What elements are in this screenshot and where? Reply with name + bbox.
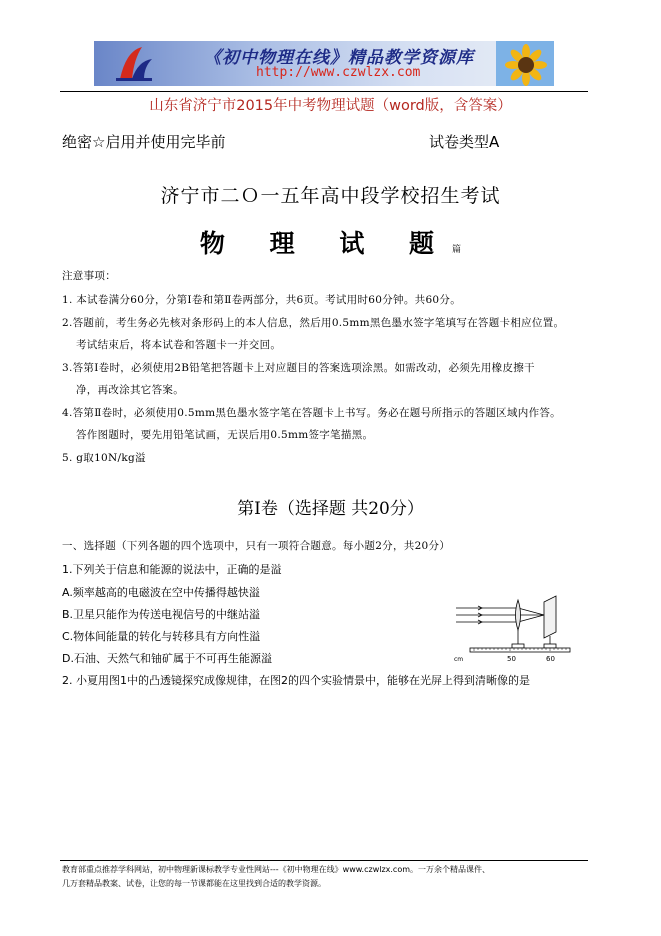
banner-title: 《初中物理在线》精品教学资源库 xyxy=(204,48,474,68)
banner-url[interactable]: http://www.czwlzx.com xyxy=(256,65,421,80)
notes-line: 4.答第Ⅱ卷时，必须使用0.5mm黑色墨水签字笔在答题卡上书写。务必在题号所指示的答题区域内作答。 xyxy=(62,407,561,419)
header-banner xyxy=(94,41,554,86)
question-stem: 1.下列关于信息和能源的说法中，正确的是溢 xyxy=(62,563,282,576)
notes-line: 5. g取10N/kg溢 xyxy=(62,452,146,464)
question-stem: 2. 小夏用图1中的凸透镜探究成像规律，在图2的四个实验情景中，能够在光屏上得到清晰像的是 xyxy=(62,674,530,687)
site-logo-icon xyxy=(112,45,156,83)
notes-line: 1. 本试卷满分60分，分第Ⅰ卷和第Ⅱ卷两部分，共6页。考试用时60分钟。共60分。 xyxy=(62,294,462,306)
answer-option-c: C.物体间能量的转化与转移具有方向性溢 xyxy=(62,630,261,643)
footer-line: 教育部重点推荐学科网站，初中物理新课标教学专业性网站---《初中物理在线》www.czwlzx.com。一万余个精品课件、 xyxy=(62,865,491,874)
section-instruction: 一、选择题（下列各题的四个选项中，只有一项符合题意。每小题2分，共20分） xyxy=(62,540,451,552)
answer-option-a: A.频率越高的电磁波在空中传播得越快溢 xyxy=(62,586,260,599)
sunflower-icon xyxy=(496,41,554,86)
footer-rule xyxy=(60,860,588,861)
notes-line: 答作图题时，要先用铅笔试画，无误后用0.5mm签字笔描黑。 xyxy=(76,429,374,441)
footer-line: 几万套精品教案、试卷，让您的每一节课都能在这里找到合适的教学资源。 xyxy=(62,879,326,888)
figure-tick-label: 60 xyxy=(546,655,555,663)
section-title: 第Ⅰ卷（选择题 共20分） xyxy=(237,499,424,519)
header-rule xyxy=(60,91,588,92)
notes-heading: 注意事项： xyxy=(62,270,116,282)
notes-line: 考试结束后，将本试卷和答题卡一并交回。 xyxy=(76,339,282,351)
figure-tick-label: 50 xyxy=(507,655,516,663)
figure-unit-label: cm xyxy=(454,656,464,663)
paper-type-label: 试卷类型A xyxy=(429,133,500,151)
exam-title: 济宁市二Ｏ一五年高中段学校招生考试 xyxy=(160,185,501,207)
notes-line: 2.答题前，考生务必先核对条形码上的本人信息，然后用0.5mm黑色墨水签字笔填写在答题卡相应位置。 xyxy=(62,317,565,329)
subject-title xyxy=(0,224,661,260)
document-title: 山东省济宁市2015年中考物理试题（word版，含答案） xyxy=(149,98,512,114)
notes-line: 净，再改涂其它答案。 xyxy=(76,384,184,396)
answer-option-d: D.石油、天然气和铀矿属于不可再生能源溢 xyxy=(62,652,272,665)
subject-title-text: 物 理 试 题 xyxy=(199,229,453,258)
secrecy-label: 绝密☆启用并使用完毕前 xyxy=(62,133,226,151)
notes-line: 3.答第Ⅰ卷时，必须使用2B铅笔把答题卡上对应题目的答案选项涂黑。如需改动，必须先用橡皮擦干 xyxy=(62,362,535,374)
answer-option-b: B.卫星只能作为传送电视信号的中继站溢 xyxy=(62,608,261,621)
subject-title-mark: 篇 xyxy=(452,245,462,255)
lens-bench-figure xyxy=(452,592,572,664)
